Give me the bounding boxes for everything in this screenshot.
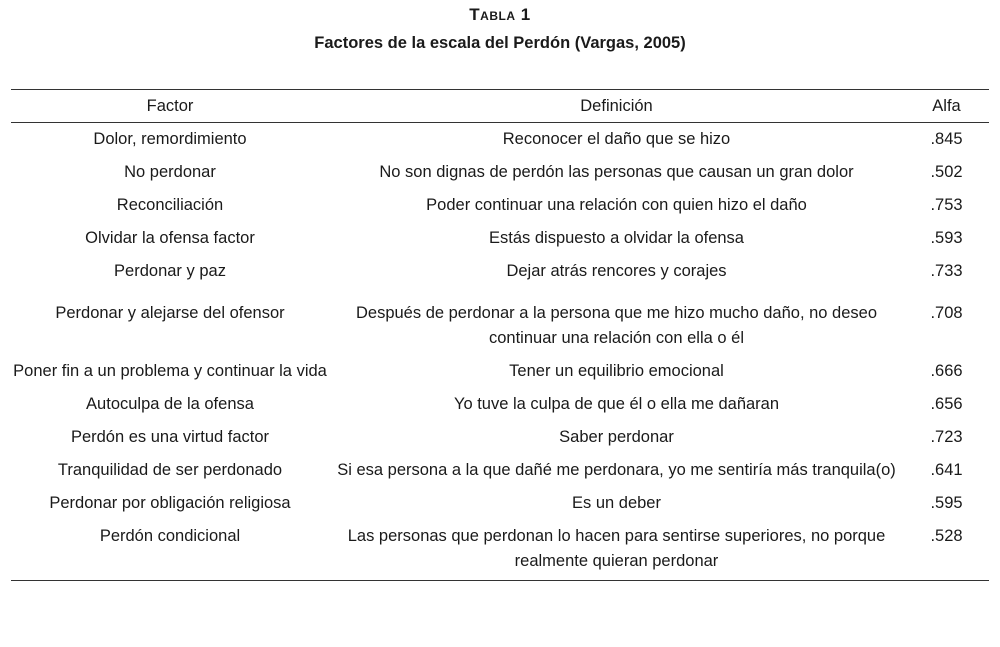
cell-alfa: .845 [930, 130, 963, 148]
table-row [11, 189, 989, 222]
table-row [11, 156, 989, 189]
cell-factor: Dolor, remordimiento [93, 130, 247, 148]
table-row [11, 123, 989, 157]
cell-definition: Yo tuve la culpa de que él o ella me dañaran [453, 395, 780, 413]
cell-factor: Perdonar y alejarse del ofensor [55, 304, 285, 322]
cell-alfa: .723 [930, 428, 963, 446]
header-definition: Definición [329, 90, 904, 123]
table-body [11, 123, 989, 581]
cell-definition: Estás dispuesto a olvidar la ofensa [489, 229, 744, 247]
table-header [11, 90, 989, 123]
cell-definition: Saber perdonar [559, 428, 674, 446]
cell-alfa: .733 [930, 262, 963, 280]
cell-factor: No perdonar [124, 163, 216, 181]
table-row [11, 288, 989, 355]
table-title: Factores de la escala del Perdón (Vargas, 2005) [314, 34, 686, 52]
cell-alfa: .656 [930, 395, 963, 413]
forgiveness-table [11, 89, 989, 581]
cell-alfa: .708 [930, 304, 963, 322]
header-alfa: Alfa [904, 90, 989, 123]
table-label: Tabla 1 [469, 5, 531, 24]
cell-definition: Poder continuar una relación con quien hizo el daño [426, 196, 807, 214]
cell-factor: Reconciliación [116, 196, 224, 214]
cell-factor: Poner fin a un problema y continuar la vida [13, 362, 327, 380]
table-row [11, 388, 989, 421]
cell-factor: Perdón es una virtud factor [70, 428, 270, 446]
cell-alfa: .528 [904, 520, 989, 581]
data-table [11, 89, 989, 581]
cell-alfa: .595 [930, 494, 963, 512]
table-row [11, 421, 989, 454]
cell-factor: Tranquilidad de ser perdonado [57, 461, 283, 479]
table-row [11, 355, 989, 388]
cell-factor: Olvidar la ofensa factor [85, 229, 255, 247]
cell-alfa: .593 [930, 229, 963, 247]
cell-alfa: .753 [930, 196, 963, 214]
table-row [11, 520, 989, 581]
table-row [11, 255, 989, 288]
cell-definition: Si esa persona a la que dañé me perdonara, yo me sentiría más tranquila(o) [337, 461, 896, 479]
cell-definition: Reconocer el daño que se hizo [502, 130, 731, 148]
cell-definition: Tener un equilibrio emocional [509, 362, 724, 380]
cell-alfa: .666 [930, 362, 963, 380]
cell-definition: Dejar atrás rencores y corajes [506, 262, 727, 280]
header-row [11, 90, 989, 123]
cell-factor: Perdón condicional [11, 520, 329, 581]
table-row [11, 454, 989, 487]
table-row [11, 487, 989, 520]
table-row [11, 222, 989, 255]
cell-factor: Perdonar y paz [114, 262, 226, 280]
cell-definition: Las personas que perdonan lo hacen para sentirse superiores, no porque realmente quieran perdonar [329, 520, 904, 581]
cell-definition: Después de perdonar a la persona que me hizo mucho daño, no deseo continuar una relación con ella o él [355, 304, 878, 347]
header-factor: Factor [11, 90, 329, 123]
cell-definition: Es un deber [572, 494, 661, 512]
cell-alfa: .641 [930, 461, 963, 479]
cell-alfa: .502 [930, 163, 963, 181]
cell-factor: Autoculpa de la ofensa [86, 395, 254, 413]
cell-factor: Perdonar por obligación religiosa [49, 494, 291, 512]
cell-definition: No son dignas de perdón las personas que causan un gran dolor [379, 163, 854, 181]
